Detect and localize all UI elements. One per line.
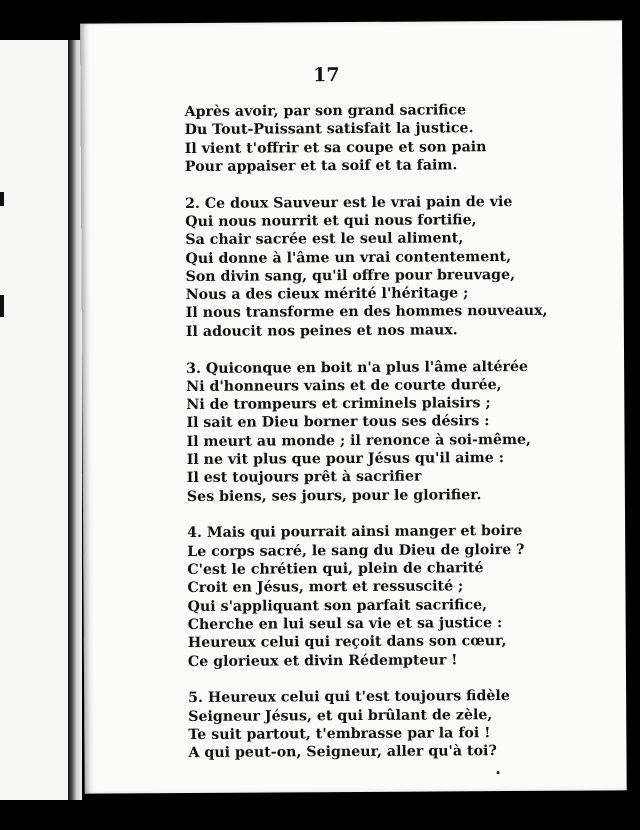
verse-line: Il sait en Dieu borner tous ses désirs : [186, 413, 490, 432]
verse-line: 4. Mais qui pourrait ainsi manger et boire [187, 523, 523, 542]
verse-line: Pour appaiser et ta soif et ta faim. [184, 157, 458, 175]
verse-line: Il adoucit nos peines et nos maux. [185, 322, 458, 340]
verse-line: Cherche en lui seul sa vie et sa justice : [187, 615, 503, 633]
verse-line: Ni de trompeurs et criminels plaisirs ; [186, 395, 491, 414]
verse-line: 2. Ce doux Sauveur est le vrai pain de vie [185, 193, 513, 212]
verse-line: Nous a des cieux mérité l'héritage ; [185, 285, 469, 304]
stanza [184, 101, 529, 176]
verse-line: Son divin sang, qu'il offre pour breuvage, [185, 266, 516, 285]
hymn-text [184, 101, 548, 781]
verse-line: C'est le chrétien qui, plein de charité [187, 560, 484, 579]
verse-line: Ses biens, ses jours, pour le glorifier. [186, 486, 482, 505]
verse-line: Après avoir, par son grand sacrifice [184, 102, 467, 121]
stanza [187, 522, 533, 670]
verse-line: Heureux celui qui reçoit dans son cœur, [187, 633, 507, 652]
adjacent-page-edge [0, 40, 78, 800]
ink-mark [0, 192, 4, 206]
verse-line: 5. Heureux celui qui t'est toujours fidèle [188, 688, 510, 707]
verse-line: Il nous transforme en des hommes nouveaux, [185, 303, 548, 322]
stanza [188, 687, 533, 762]
verse-line: A qui peut-on, Seigneur, aller qu'à toi? [188, 743, 497, 762]
verse-line: Il meurt au monde ; il renonce à soi-même, [186, 431, 531, 450]
verse-line: Le corps sacré, le sang du Dieu de gloire ? [187, 541, 525, 560]
verse-line: Croit en Jésus, mort et ressuscité ; [187, 578, 464, 597]
verse-line: Il vient t'offrir et sa coupe et son pain [184, 138, 487, 157]
stanza [186, 357, 532, 505]
verse-line: 3. Quiconque en boit n'a plus l'âme altérée [186, 358, 529, 377]
page-number: 17 [313, 64, 340, 87]
verse-line: Seigneur Jésus, et qui brûlant de zèle, [188, 706, 493, 725]
stanza [185, 193, 548, 341]
verse-line: Du Tout-Puissant satisfait la justice. [184, 120, 474, 139]
verse-line: Qui donne à l'âme un vrai contentement, [185, 248, 512, 267]
verse-line: Qui nous nourrit et qui nous fortifie, [185, 212, 477, 231]
verse-line: Ni d'honneurs vains et de courte durée, [186, 376, 502, 395]
verse-line: Il ne vit plus que pour Jésus qu'il aime : [186, 450, 505, 469]
book-page [80, 20, 627, 793]
speck [497, 771, 500, 774]
verse-line: Te suit partout, t'embrasse par la foi ! [188, 725, 491, 743]
verse-line: Il est toujours prêt à sacrifier [186, 468, 422, 487]
verse-line: Qui s'appliquant son parfait sacrifice, [187, 596, 488, 615]
verse-line: Ce glorieux et divin Rédempteur ! [187, 651, 458, 670]
verse-line: Sa chair sacrée est le seul aliment, [185, 230, 464, 249]
ink-mark [0, 295, 4, 317]
